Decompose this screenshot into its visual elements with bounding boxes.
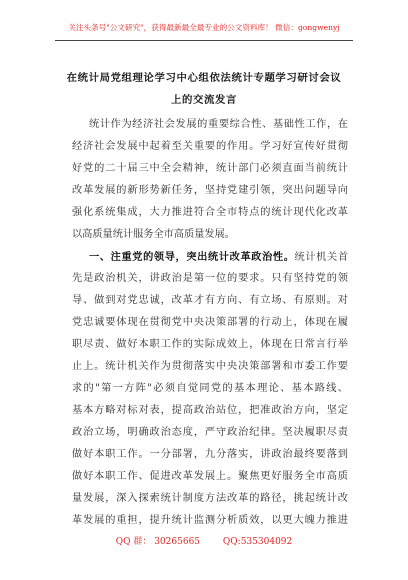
paragraph-line: 基本方略对标对表，提高政治站位，把准政治方向，坚定 bbox=[72, 405, 348, 416]
paragraph-line: 做好本职工作、促进改革发展上。聚焦更好服务全市高质 bbox=[72, 471, 348, 482]
section-heading: 一、注重党的领导，突出统计改革政治性。 bbox=[89, 251, 295, 263]
paragraph-line: 以高质量统计服务全市高质量发展。 bbox=[72, 229, 235, 240]
footer-contact bbox=[0, 534, 408, 547]
paragraph-line: 量发展，深入探索统计制度方法改革的路径，挑起统计改 bbox=[72, 493, 348, 504]
paragraph-line: 统计作为经济社会发展的重要综合性、基础性工作，在 bbox=[89, 119, 348, 130]
paragraph-line: 好党的二十届三中全会精神，统计部门必须直面当前统计 bbox=[72, 163, 348, 174]
section-heading-line bbox=[89, 251, 348, 264]
header-divider bbox=[55, 40, 353, 41]
paragraph-line: 做好本职工作。一分部署，九分落实，讲政治最终要落到 bbox=[72, 449, 348, 460]
paragraph-line: 政治立场，明确政治态度，严守政治纪律。坚决履职尽责 bbox=[72, 427, 348, 438]
paragraph-line: 改革发展的新形势新任务，坚持党建引领，突出问题导向 bbox=[72, 185, 348, 196]
paragraph-line-tail: 统计机关首 bbox=[294, 252, 349, 263]
paragraph-line: 求的"第一方阵"必须自觉同党的基本理论、基本路线、 bbox=[72, 383, 348, 394]
paragraph-line: 职尽责、做好本职工作的实际成效上，体现在日常言行举 bbox=[72, 339, 348, 350]
header-banner: 关注头条号"公文研究"，获得最新最全最专业的公文资料库！ 微信：gongwenyj bbox=[68, 23, 340, 32]
paragraph-line: 经济社会发展中起着至关重要的作用。学习好宣传好贯彻 bbox=[72, 141, 348, 152]
paragraph-line: 止上。统计机关作为贯彻落实中央决策部署和市委工作要 bbox=[72, 361, 348, 372]
paragraph-line: 导、做到对党忠诚，改革才有方向、有立场、有原则。对 bbox=[72, 295, 348, 306]
paragraph-line: 革发展的重担，提升统计监测分析质效，以更大魄力推进 bbox=[72, 515, 348, 526]
document-title-line-2: 上的交流发言 bbox=[171, 94, 237, 106]
qq-group-label: QQ 群： 30265665 bbox=[115, 537, 201, 547]
qq-number-label: QQ:535304092 bbox=[222, 537, 293, 547]
document-title-line-1: 在统计局党组理论学习中心组依法统计专题学习研讨会议 bbox=[66, 72, 342, 84]
paragraph-line: 先是政治机关，讲政治是第一位的要求。只有坚持党的领 bbox=[72, 273, 348, 284]
paragraph-line: 党忠诚要体现在贯彻党中央决策部署的行动上，体现在履 bbox=[72, 317, 348, 328]
paragraph-line: 强化系统集成，大力推进符合全市特点的统计现代化改革 bbox=[72, 207, 348, 218]
